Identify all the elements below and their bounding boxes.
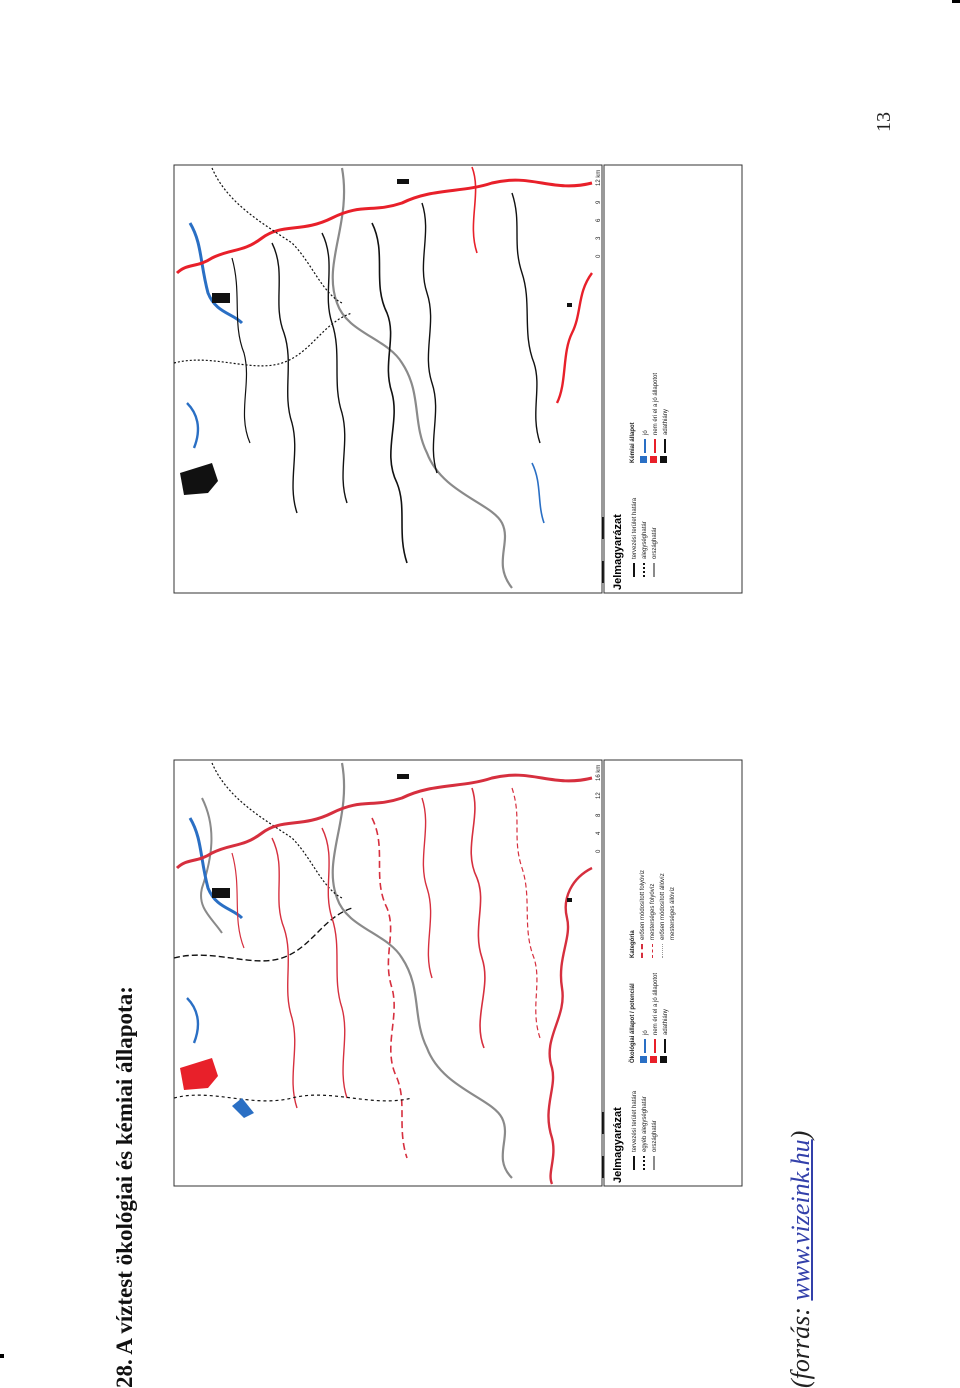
source-prefix: (forrás: [786, 1300, 815, 1388]
border-line-icon [653, 563, 655, 577]
corner-crop-mark [952, 0, 960, 3]
source-caption [786, 1131, 816, 1388]
legend-title: Jelmagyarázat [612, 1107, 624, 1183]
boundary-line-icon [633, 1156, 635, 1170]
map-frame [174, 760, 602, 1186]
legend-status: Kémiai állapot jó nem éri el a jó állapotot adathiány [630, 372, 669, 463]
legend-status: Ökológiai állapot / potenciál jó nem éri el a jó állapotot adathiány [630, 972, 669, 1063]
legend-boundaries: tervezési terület határa egyéb alegységhatár országhatár [632, 1091, 662, 1170]
status-nodata-swatch [660, 1056, 667, 1063]
boundary-line-icon [633, 563, 635, 577]
map-frame [174, 165, 602, 593]
status-nodata-swatch [660, 456, 667, 463]
legend-categories: Kategória erősen módosított folyóvíz mesterséges folyóvíz erősen módosított állóvíz mesterséges állóvíz [630, 869, 676, 958]
category-modified-river-icon [641, 944, 643, 958]
status-good-swatch [640, 456, 647, 463]
scale-labels: 036912 km [596, 169, 602, 258]
legend-title: Jelmagyarázat [612, 514, 624, 590]
source-suffix: ) [786, 1130, 815, 1140]
legend-boundaries: tervezési terület határa alegységhatár országhatár [632, 498, 662, 577]
chemical-status-map [172, 163, 744, 600]
legend-panel [604, 760, 742, 1186]
category-artificial-river-icon [652, 944, 653, 958]
boundary-dotted-icon [643, 1156, 645, 1170]
border-line-icon [653, 1156, 655, 1170]
ecological-status-map [172, 758, 744, 1193]
page-title: 28. A víztest ökológiai és kémiai állapota: [112, 986, 137, 1388]
status-bad-swatch [650, 456, 657, 463]
status-good-swatch [640, 1056, 647, 1063]
corner-crop-mark [0, 1354, 4, 1358]
boundary-dotted-icon [643, 563, 645, 577]
category-modified-lake-icon [662, 944, 663, 958]
legend-panel [604, 165, 742, 593]
page-number: 13 [873, 112, 895, 132]
status-bad-swatch [650, 1056, 657, 1063]
scale-labels: 0481216 km [596, 764, 602, 853]
source-link[interactable]: www.vizeink.hu [786, 1139, 815, 1301]
